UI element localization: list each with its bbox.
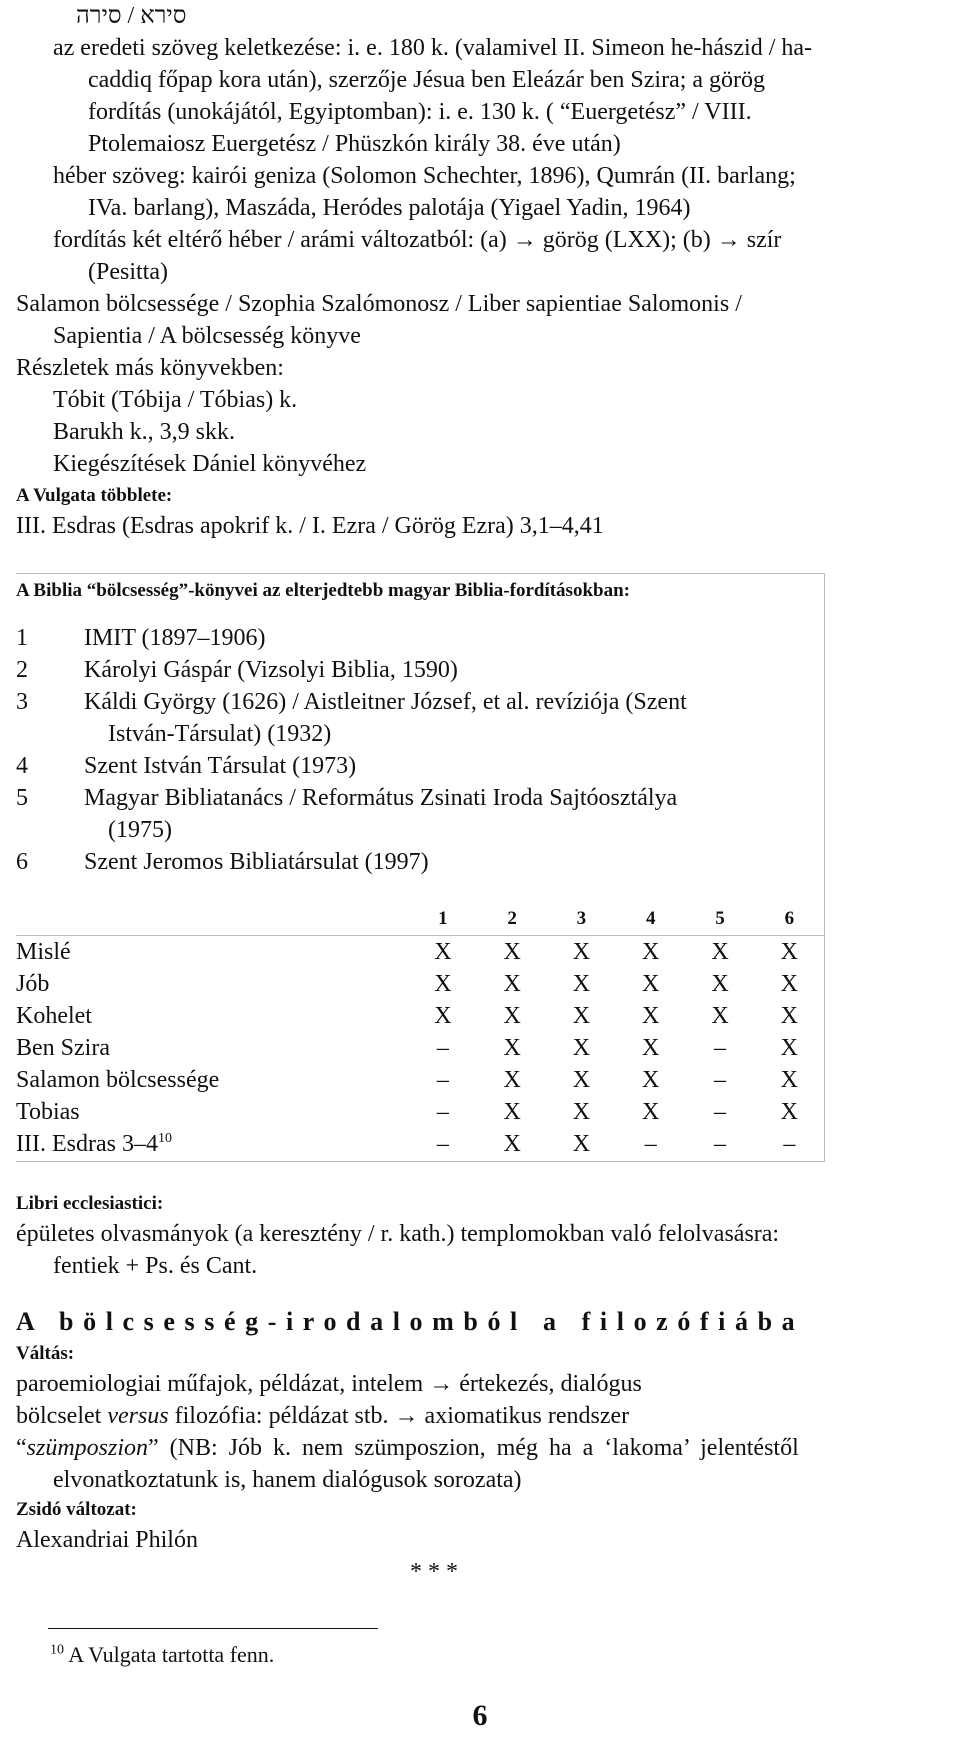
presence-cell: X (572, 1067, 591, 1093)
presence-cell: X (642, 939, 660, 965)
bible-translations-box (16, 573, 825, 1162)
top-line: Salamon bölcsessége / Szophia Szalómonosz / Liber sapientiae Salomonis / (16, 291, 742, 317)
books-table (16, 899, 824, 1160)
section-stars: * * * (410, 1559, 458, 1585)
table-row (16, 968, 824, 1000)
line2-part-c: filozófia: példázat stb. → axiomatikus rendszer (168, 1403, 630, 1429)
book-name: Salamon bölcsessége (16, 1067, 220, 1093)
line3-rest: ” (NB: Jób k. nem szümposzion, még ha a ‘lakoma’ jelentéstől (148, 1435, 799, 1461)
edition-text (84, 686, 784, 750)
presence-cell: X (503, 1035, 521, 1061)
edition-row (16, 654, 784, 686)
table-row (16, 1032, 824, 1064)
line2-versus: versus (107, 1403, 169, 1429)
edition-row (16, 750, 784, 782)
table-row (16, 936, 824, 969)
top-line: héber szöveg: kairói geniza (Solomon Schechter, 1896), Qumrán (II. barlang; (53, 163, 796, 189)
top-lines (16, 32, 946, 480)
edition-line2: (1975) (108, 817, 172, 843)
edition-line1: Szent Jeromos Bibliatársulat (1997) (84, 849, 429, 875)
top-line: fordítás (unokájától, Egyiptomban): i. e. 130 k. ( “Euergetész” / VIII. (88, 99, 752, 125)
presence-cell: X (503, 1067, 521, 1093)
column-header: 5 (715, 908, 725, 929)
valtas-line2 (16, 1400, 946, 1432)
book-name: III. Esdras 3–4 (16, 1131, 158, 1157)
presence-cell: X (780, 1067, 798, 1093)
footnote (50, 1640, 274, 1670)
editions-list (16, 622, 784, 878)
edition-row (16, 622, 784, 654)
presence-cell: X (434, 939, 452, 965)
presence-cell: – (713, 1067, 726, 1093)
presence-cell: X (642, 1067, 660, 1093)
footnote-rule (48, 1628, 378, 1629)
hebrew-title: סירא / סירה (76, 3, 187, 29)
table-header-blank (16, 899, 408, 936)
page-number: 6 (472, 1699, 488, 1732)
section-title: A bölcsesség-irodalomból a filozófiába (16, 1307, 805, 1336)
presence-cell: X (503, 1131, 521, 1157)
presence-cell: X (503, 939, 521, 965)
presence-cell: X (780, 1099, 798, 1125)
edition-number: 2 (16, 657, 28, 683)
presence-cell: – (783, 1131, 796, 1157)
book-name-cell (16, 1064, 408, 1096)
edition-row (16, 782, 784, 846)
book-name-cell (16, 1000, 408, 1032)
book-name: Ben Szira (16, 1035, 110, 1061)
presence-cell: X (434, 971, 452, 997)
column-header: 4 (645, 908, 656, 929)
presence-cell: X (503, 971, 521, 997)
upper-section (16, 0, 946, 542)
footnote-text: A Vulgata tartotta fenn. (68, 1642, 275, 1667)
edition-text (84, 622, 784, 654)
edition-number: 4 (16, 753, 28, 779)
table-header-row (16, 899, 824, 936)
table-row (16, 1000, 824, 1032)
edition-line1: Káldi György (1626) / Aistleitner József, et al. revíziója (Szent (84, 689, 687, 715)
column-header: 6 (784, 908, 795, 929)
presence-cell: X (780, 971, 798, 997)
libri-line1: épületes olvasmányok (a keresztény / r. kath.) templomokban való felolvasásra: (16, 1221, 780, 1247)
presence-cell: X (780, 1035, 798, 1061)
column-header: 1 (438, 908, 448, 929)
edition-row (16, 846, 784, 878)
top-line: Tóbit (Tóbija / Tóbias) k. (53, 387, 298, 413)
edition-line2: István-Társulat) (1932) (108, 721, 332, 747)
edition-line1: Szent István Társulat (1973) (84, 753, 357, 779)
presence-cell: – (436, 1067, 449, 1093)
presence-cell: X (642, 1003, 660, 1029)
presence-cell: X (780, 939, 798, 965)
edition-number: 6 (16, 849, 28, 875)
libri-heading: Libri ecclesiastici: (16, 1193, 164, 1214)
presence-cell: X (711, 939, 729, 965)
edition-number: 1 (16, 625, 28, 651)
book-name: Jób (16, 971, 50, 997)
book-name: Tobias (16, 1099, 80, 1125)
presence-cell: X (434, 1003, 452, 1029)
valtas-line3 (16, 1432, 946, 1464)
presence-cell: X (503, 1099, 521, 1125)
book-name-cell (16, 1032, 408, 1064)
presence-cell: X (572, 939, 591, 965)
valtas-line1: paroemiologiai műfajok, példázat, intelem → értekezés, dialógus (16, 1371, 642, 1397)
presence-cell: X (572, 1003, 591, 1029)
edition-line1: IMIT (1897–1906) (84, 625, 266, 651)
presence-cell: X (780, 1003, 798, 1029)
top-line: Barukh k., 3,9 skk. (53, 419, 235, 445)
box-title: A Biblia “bölcsesség”-könyvei az elterjedtebb magyar Biblia-fordításokban: (16, 580, 630, 601)
column-header: 2 (507, 908, 517, 929)
vulgata-heading: A Vulgata többlete: (16, 485, 173, 506)
book-name-cell (16, 968, 408, 1000)
edition-line1: Károlyi Gáspár (Vizsolyi Biblia, 1590) (84, 657, 458, 683)
book-name-cell (16, 936, 408, 969)
top-line: Ptolemaiosz Euergetész / Phüszkón király 38. éve után) (88, 131, 621, 157)
presence-cell: – (436, 1131, 449, 1157)
footnote-number: 10 (50, 1642, 64, 1658)
column-header: 3 (576, 908, 587, 929)
valtas-heading: Váltás: (16, 1343, 75, 1364)
table-row (16, 1064, 824, 1096)
presence-cell: X (572, 1099, 591, 1125)
top-line: az eredeti szöveg keletkezése: i. e. 180 k. (valamivel II. Simeon he-hászid / ha- (53, 35, 813, 61)
jewish-line: Alexandriai Philón (16, 1527, 198, 1553)
table-row (16, 1096, 824, 1128)
presence-cell: X (711, 1003, 729, 1029)
top-line: caddiq főpap kora után), szerzője Jésua ben Eleázár ben Szira; a görög (88, 67, 766, 93)
footnote-ref: 10 (157, 1131, 172, 1146)
presence-cell: – (644, 1131, 657, 1157)
line3-quote-open: “ (16, 1435, 27, 1461)
presence-cell: X (642, 971, 660, 997)
top-line: Kiegészítések Dániel könyvéhez (53, 451, 367, 477)
presence-cell: X (711, 971, 729, 997)
presence-cell: X (642, 1099, 660, 1125)
presence-cell: X (642, 1035, 660, 1061)
top-line: fordítás két eltérő héber / arámi változatból: (a) → görög (LXX); (b) → szír (53, 227, 782, 253)
line2-part-a: bölcselet (16, 1403, 108, 1429)
libri-line2: fentiek + Ps. és Cant. (53, 1253, 258, 1279)
presence-cell: – (713, 1099, 726, 1125)
presence-cell: X (572, 971, 591, 997)
book-name-cell (16, 1096, 408, 1128)
top-line: Sapientia / A bölcsesség könyve (53, 323, 361, 349)
jewish-heading: Zsidó változat: (16, 1499, 137, 1520)
book-name: Kohelet (16, 1003, 92, 1029)
presence-cell: – (713, 1131, 726, 1157)
top-line: (Pesitta) (88, 259, 168, 285)
edition-number: 5 (16, 785, 28, 811)
edition-text (84, 750, 784, 782)
top-line: IVa. barlang), Maszáda, Heródes palotája (Yigael Yadin, 1964) (88, 195, 691, 221)
presence-cell: X (572, 1035, 591, 1061)
edition-text (84, 782, 784, 846)
edition-text (84, 654, 784, 686)
presence-cell: – (713, 1035, 726, 1061)
edition-text (84, 846, 784, 878)
book-name-cell (16, 1128, 408, 1160)
lower-section (16, 1190, 946, 1588)
presence-cell: X (572, 1131, 591, 1157)
edition-number: 3 (16, 689, 28, 715)
edition-line1: Magyar Bibliatanács / Református Zsinati Iroda Sajtóosztálya (84, 785, 678, 811)
table-row (16, 1128, 824, 1160)
presence-cell: – (436, 1099, 449, 1125)
book-name: Mislé (16, 939, 71, 965)
line3-szumposzion: szümposzion (26, 1435, 149, 1461)
vulgata-line: III. Esdras (Esdras apokrif k. / I. Ezra / Görög Ezra) 3,1–4,41 (16, 513, 604, 539)
presence-cell: – (436, 1035, 449, 1061)
valtas-line4: elvonatkoztatunk is, hanem dialógusok sorozata) (53, 1467, 522, 1493)
top-line: Részletek más könyvekben: (16, 355, 284, 381)
presence-cell: X (503, 1003, 521, 1029)
edition-row (16, 686, 784, 750)
